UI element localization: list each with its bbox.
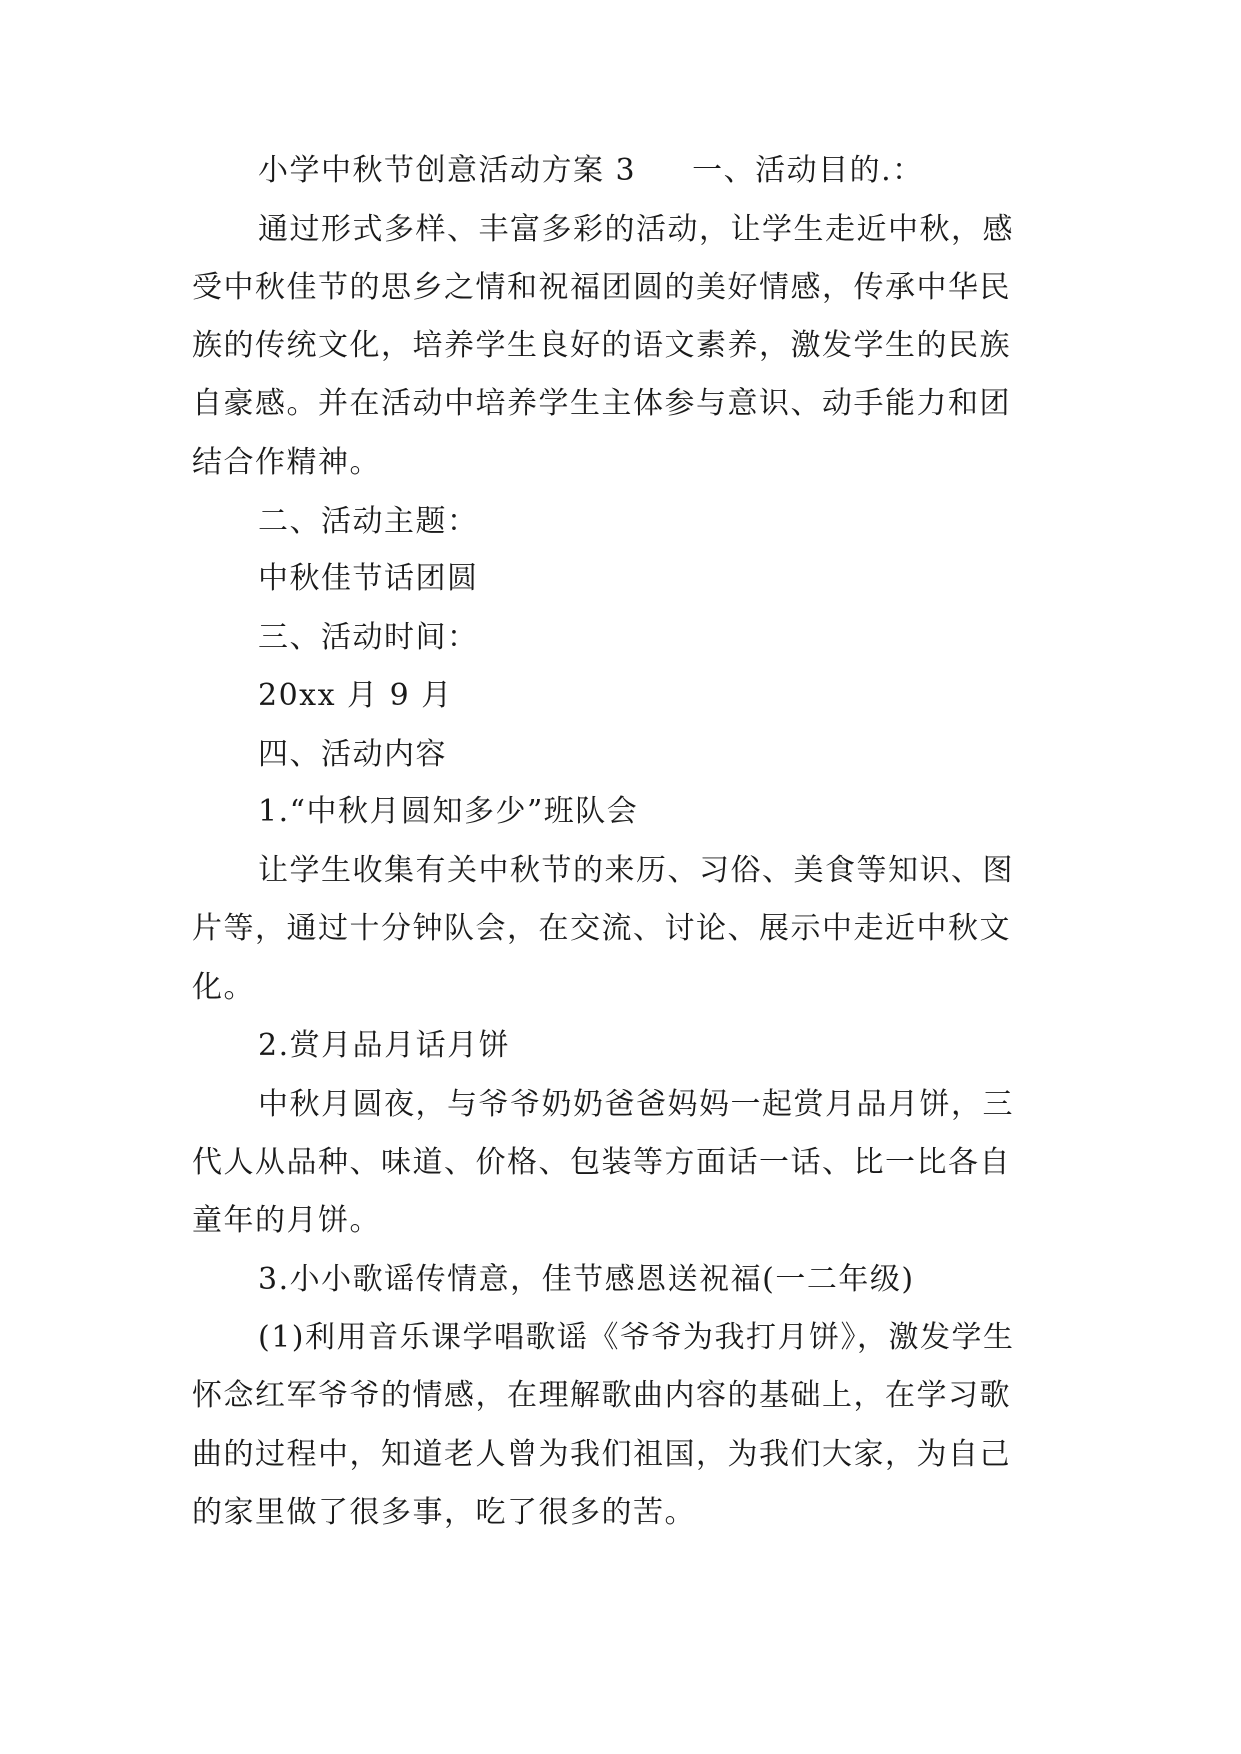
item-title: 1.“中秋月圆知多少”班队会	[258, 794, 639, 829]
paragraph-line: 曲的过程中，知道老人曾为我们祖国，为我们大家，为自己	[192, 1437, 1011, 1472]
paragraph-line: 族的传统文化，培养学生良好的语文素养，激发学生的民族	[192, 328, 1011, 363]
section-heading-content: 四、活动内容	[258, 737, 447, 772]
paragraph-line: 自豪感。并在活动中培养学生主体参与意识、动手能力和团	[192, 386, 1011, 421]
paragraph-line: 结合作精神。	[192, 445, 381, 480]
theme-text: 中秋佳节话团圆	[258, 561, 479, 596]
item-title: 3.小小歌谣传情意，佳节感恩送祝福(一二年级)	[258, 1262, 915, 1297]
paragraph-line: 受中秋佳节的思乡之情和祝福团圆的美好情感，传承中华民	[192, 270, 1011, 305]
title-line	[258, 151, 924, 191]
paragraph-line: 怀念红军爷爷的情感，在理解歌曲内容的基础上，在学习歌	[192, 1378, 1011, 1413]
paragraph-line: 代人从品种、味道、价格、包装等方面话一话、比一比各自	[192, 1145, 1011, 1180]
section-heading-theme: 二、活动主题：	[258, 504, 479, 539]
time-text: 20xx 月 9 月	[258, 678, 453, 713]
section-heading-purpose: 一、活动目的.：	[692, 153, 924, 188]
paragraph-line: 化。	[192, 970, 255, 1005]
paragraph-line: 让学生收集有关中秋节的来历、习俗、美食等知识、图	[258, 853, 1014, 888]
document-title: 小学中秋节创意活动方案 3	[258, 153, 637, 188]
paragraph-line: (1)利用音乐课学唱歌谣《爷爷为我打月饼》，激发学生	[258, 1320, 1015, 1355]
paragraph-line: 中秋月圆夜，与爷爷奶奶爸爸妈妈一起赏月品月饼，三	[258, 1087, 1014, 1122]
paragraph-line: 片等，通过十分钟队会，在交流、讨论、展示中走近中秋文	[192, 911, 1011, 946]
item-title: 2.赏月品月话月饼	[258, 1028, 511, 1063]
paragraph-line: 童年的月饼。	[192, 1203, 381, 1238]
paragraph-line: 通过形式多样、丰富多彩的活动，让学生走近中秋，感	[258, 212, 1014, 247]
section-heading-time: 三、活动时间：	[258, 620, 479, 655]
paragraph-line: 的家里做了很多事，吃了很多的苦。	[192, 1495, 696, 1530]
